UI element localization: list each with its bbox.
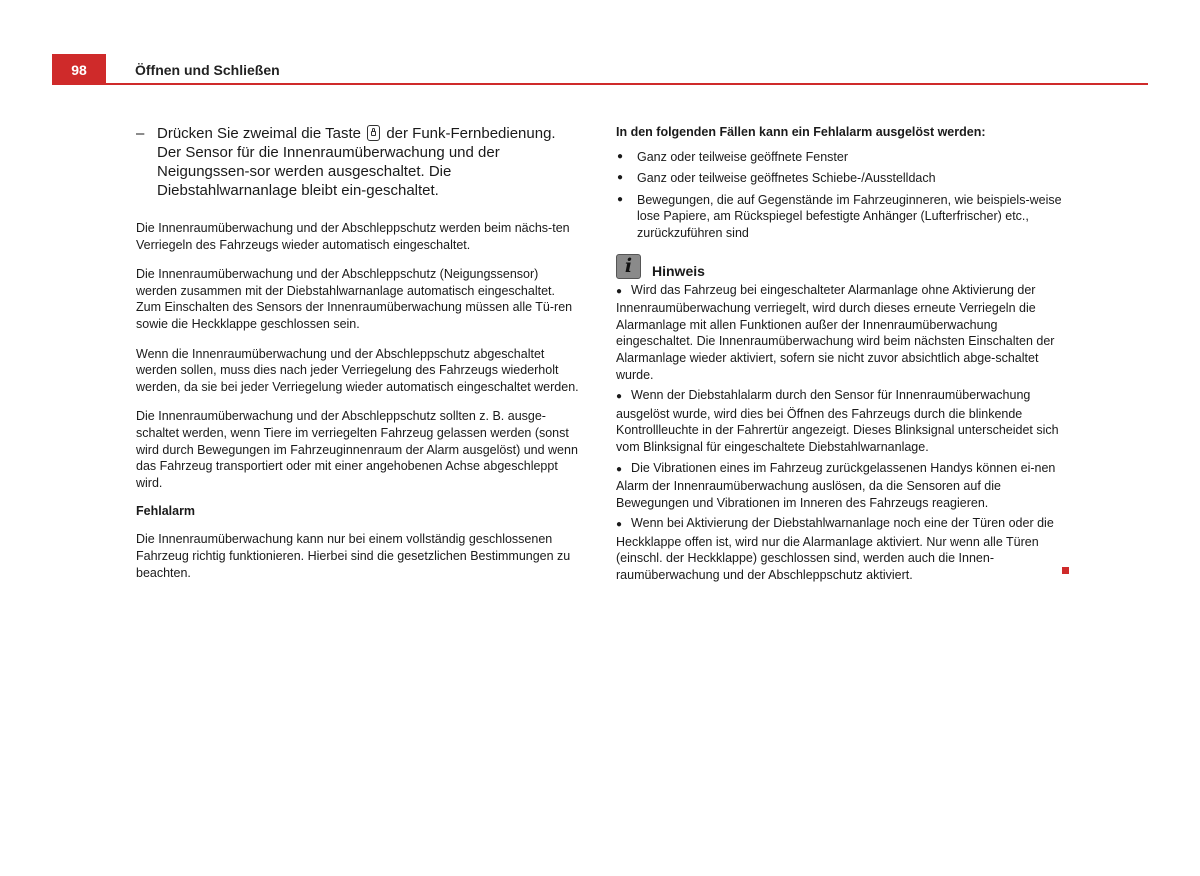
hinweis-notes	[616, 282, 1064, 584]
note-item	[616, 282, 1064, 384]
bullet-icon: ●	[617, 150, 624, 162]
step-text	[157, 124, 581, 200]
hinweis-title: Hinweis	[652, 262, 705, 279]
instruction-step	[136, 124, 581, 200]
note-text: Wird das Fahrzeug bei eingeschalteter Alarmanlage ohne Aktivierung der Innenraumüberwachung verriegelt, wird durch dieses erneute Verriegeln die Alarmanlage mit allen Funktionen außer der Innenraumüberwachung eingeschaltet. Die Innenraumüberwachung wird beim nächsten Einschalten der Alarmanlage wieder aktiviert, sofern sie nicht zuvor absichtlich abge-schaltet wurde.	[616, 282, 1055, 382]
note-text: Wenn bei Aktivierung der Diebstahlwarnanlage noch eine der Türen oder die Heckklappe offen ist, wird nur die Alarmanlage aktiviert. Nur wenn alle Türen (einschl. der Heckklappe) geschlossen sind, werden auch die Innen-raumüberwachung und der Abschleppschutz aktiviert.	[616, 516, 1054, 583]
step-text-after: der Funk-Fernbedienung. Der Sensor für die Innenraumüberwachung und der Neigungssen-sor werden ausgeschaltet. Die Diebstahlwarnanlage bleibt ein-geschaltet.	[157, 125, 556, 199]
fehlalarm-paragraph: Die Innenraumüberwachung kann nur bei einem vollständig geschlossenen Fahrzeug richtig funktionieren. Hierbei sind die gesetzlichen Bestimmungen zu beachten.	[136, 532, 571, 580]
paragraph: Die Innenraumüberwachung und der Abschleppschutz (Neigungssensor) werden zusammen mit der Diebstahlwarnanlage automatisch eingeschaltet. Zum Einschalten des Sensors der Innenraumüberwachung müssen alle Tü-ren sowie die Heckklappe geschlossen sein.	[136, 267, 573, 331]
right-column	[616, 124, 1064, 588]
lock-key-icon	[367, 125, 380, 141]
bullet-icon: ●	[617, 172, 624, 184]
note-item	[616, 460, 1064, 512]
info-glyph: i	[624, 255, 633, 278]
step-dash: –	[136, 125, 145, 142]
bullet-icon: ●	[616, 519, 623, 531]
list-item-text: Ganz oder teilweise geöffnete Fenster	[637, 149, 849, 164]
list-item	[616, 192, 1064, 242]
false-alarm-list	[616, 149, 1064, 242]
false-alarm-cases-heading: In den folgenden Fällen kann ein Fehlalarm ausgelöst werden:	[616, 125, 986, 139]
note-item	[616, 387, 1064, 455]
list-item-text: Bewegungen, die auf Gegenstände im Fahrzeuginneren, wie beispiels-weise lose Papiere, am Rückspiegel befestigte Anhänger (Lufterfrischer) etc., zurückzuführen sind	[637, 192, 1062, 240]
note-text: Die Vibrationen eines im Fahrzeug zurückgelassenen Handys können ei-nen Alarm der Innenraumüberwachung auslösen, da die Sensoren auf die Bewegungen und Vibrationen im Inneren des Fahrzeugs reagieren.	[616, 460, 1056, 510]
bullet-icon: ●	[616, 391, 623, 403]
left-column	[136, 124, 581, 594]
paragraph: Die Innenraumüberwachung und der Abschleppschutz werden beim nächs-ten Verriegeln des Fahrzeugs wieder automatisch eingeschaltet.	[136, 221, 570, 252]
hinweis-header	[616, 254, 1064, 279]
list-item	[616, 149, 1064, 166]
header-rule	[52, 83, 1148, 85]
note-item	[616, 515, 1064, 583]
note-text: Wenn der Diebstahlalarm durch den Sensor für Innenraumüberwachung ausgelöst wurde, wird dies bei Öffnen des Fahrzeugs durch die blinkende Kontrollleuchte in der Fahrertür angezeigt. Dieses Blinksignal unterscheidet sich vom Blinksignal für eingeschaltete Diebstahlwarnanlage.	[616, 388, 1059, 454]
page-number: 98	[52, 54, 106, 85]
chapter-title: Öffnen und Schließen	[135, 62, 280, 78]
bullet-icon: ●	[616, 463, 623, 475]
paragraph: Wenn die Innenraumüberwachung und der Abschleppschutz abgeschaltet werden sollen, muss dies nach jeder Verriegelung des Fahrzeugs wiederholt werden, da sie bei jeder Verriegelung wieder automatisch eingeschaltet werden.	[136, 346, 579, 394]
paragraph: Die Innenraumüberwachung und der Abschleppschutz sollten z. B. ausge-schaltet werden, wenn Tiere im verriegelten Fahrzeug gelassen werden (sonst wird durch Bewegungen im Fahrzeuginnenraum der Alarm ausgelöst) und wenn das Fahrzeug transportiert oder mit einer angehobenen Achse abgeschleppt wird.	[136, 409, 578, 490]
info-icon	[616, 254, 641, 279]
list-item-text: Ganz oder teilweise geöffnetes Schiebe-/Ausstelldach	[637, 171, 936, 186]
fehlalarm-heading: Fehlalarm	[136, 504, 196, 519]
bullet-icon: ●	[617, 193, 624, 205]
bullet-icon: ●	[616, 285, 623, 297]
section-end-marker	[1062, 567, 1069, 574]
list-item	[616, 170, 1064, 187]
step-text-before: Drücken Sie zweimal die Taste	[157, 125, 361, 142]
